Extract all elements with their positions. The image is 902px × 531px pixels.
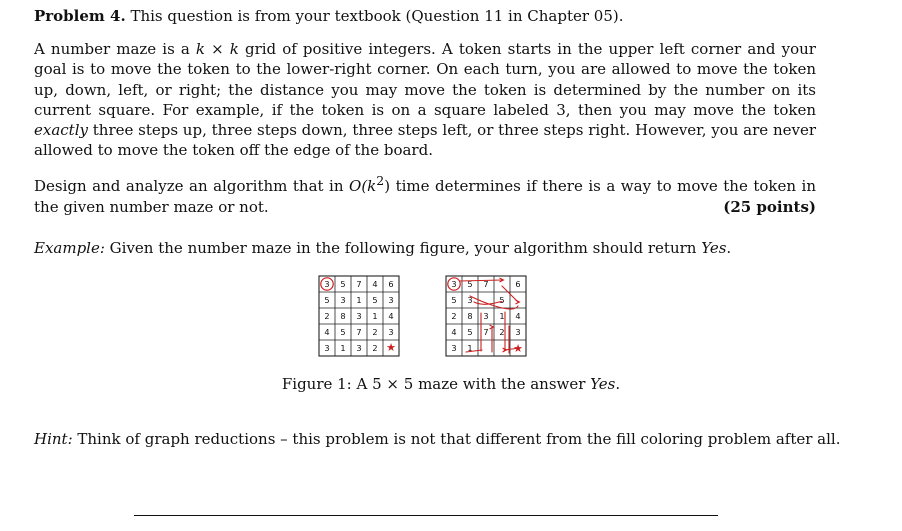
- left-maze-cell: 3: [340, 295, 346, 306]
- right-maze-cell: 4: [515, 311, 521, 322]
- desc-exactly: exactly: [34, 121, 88, 140]
- hint-paragraph: [34, 430, 841, 448]
- left-maze-cell: 2: [372, 343, 378, 354]
- right-maze-cell: 3: [467, 295, 473, 306]
- example-text: Given the number maze in the following figure, your algorithm should return: [104, 238, 702, 257]
- left-maze-cell: 4: [324, 327, 330, 338]
- goal-star-icon: ★: [386, 341, 396, 355]
- right-maze-cell: 3: [515, 327, 521, 338]
- right-maze-cell: 7: [483, 279, 489, 290]
- right-maze-cell: 3: [451, 279, 457, 290]
- left-maze-cell: 4: [388, 311, 394, 322]
- left-maze-cell: 7: [356, 279, 362, 290]
- problem-intro: This question is from your textbook (Question 11 in Chapter 05).: [130, 7, 624, 25]
- desc-text-b: grid of positive integers. A token starts in the upper left corner and your goal is to move the token to the lower-right corner. On each turn, you are allowed to move the token up, down, left, or right; the distance you may move the token is determined by the number on its current square. For example, if the token is on a square labeled 3, then you may move the token: [34, 40, 816, 119]
- right-maze-cell: 1: [499, 311, 505, 322]
- left-maze-cell: 3: [356, 311, 362, 322]
- left-maze-cell: 4: [372, 279, 378, 290]
- caption-answer: Yes: [590, 375, 616, 393]
- right-maze-cell: 6: [515, 279, 521, 290]
- right-maze-cell: 1: [467, 343, 473, 354]
- right-maze-cell: 5: [467, 327, 473, 338]
- example-answer: Yes: [701, 238, 727, 257]
- left-maze-cell: 5: [340, 327, 346, 338]
- left-maze-cell: 3: [324, 343, 330, 354]
- left-maze-cell: 5: [340, 279, 346, 290]
- right-maze-cell: 5: [451, 295, 457, 306]
- maze-grids: [281, 272, 641, 364]
- task-exponent: 2: [376, 173, 385, 189]
- left-maze-cell: 2: [372, 327, 378, 338]
- right-maze-cell: 2: [499, 327, 505, 338]
- right-maze-cell: 2: [451, 311, 457, 322]
- left-maze-cell: 6: [388, 279, 394, 290]
- desc-text-c: three steps up, three steps down, three steps left, or three steps right. However, you are never allowed to move the token off the edge of the board.: [34, 121, 816, 160]
- left-maze-cell: 3: [356, 343, 362, 354]
- left-maze-cell: 7: [356, 327, 362, 338]
- right-maze-cell: 5: [499, 295, 505, 306]
- left-maze-cell: 5: [372, 295, 378, 306]
- maze-description: [34, 39, 816, 160]
- left-maze-cell: 3: [388, 327, 394, 338]
- right-maze-cell: 7: [483, 327, 489, 338]
- right-maze-cell: 5: [467, 279, 473, 290]
- figure-caption: [0, 375, 902, 393]
- example-paragraph: [34, 238, 816, 258]
- left-maze-cell: 3: [388, 295, 394, 306]
- right-maze-cell: 4: [451, 327, 457, 338]
- task-close: ): [384, 177, 391, 196]
- left-maze-cell: 1: [340, 343, 346, 354]
- desc-text-a: A number maze is a: [34, 40, 196, 59]
- task-text-b: time determines if there is a way to move the token in the given number maze or not.: [34, 177, 816, 216]
- left-maze-cell: 3: [324, 279, 330, 290]
- right-maze-cell: 3: [483, 311, 489, 322]
- goal-star-icon: ★: [513, 342, 523, 355]
- left-maze-cell: 2: [324, 311, 330, 322]
- task-text-a: Design and analyze an algorithm that in: [34, 177, 350, 196]
- caption-end: .: [615, 375, 621, 393]
- points-label: (25 points): [723, 197, 816, 216]
- hint-label: Hint:: [34, 430, 73, 448]
- desc-dims: k × k: [195, 40, 239, 59]
- left-maze-cell: 5: [324, 295, 330, 306]
- example-label: Example:: [34, 238, 105, 257]
- hint-text: Think of graph reductions – this problem is not that different from the fill coloring problem after all.: [72, 430, 841, 448]
- problem-heading: [34, 6, 816, 26]
- left-maze-cell: 1: [356, 295, 362, 306]
- right-maze-cell: 3: [451, 343, 457, 354]
- right-maze-cell: 8: [467, 311, 473, 322]
- problem-label: Problem 4.: [34, 7, 126, 25]
- footer-rule: [134, 515, 718, 516]
- problem-body: [34, 6, 816, 258]
- caption-text: Figure 1: A 5 × 5 maze with the answer: [281, 375, 591, 393]
- example-end: .: [726, 238, 732, 257]
- task-statement: [34, 171, 816, 216]
- maze-figure: [281, 272, 641, 368]
- left-maze-cell: 1: [372, 311, 378, 322]
- task-complexity: O(k: [349, 177, 377, 196]
- left-maze-cell: 8: [340, 311, 346, 322]
